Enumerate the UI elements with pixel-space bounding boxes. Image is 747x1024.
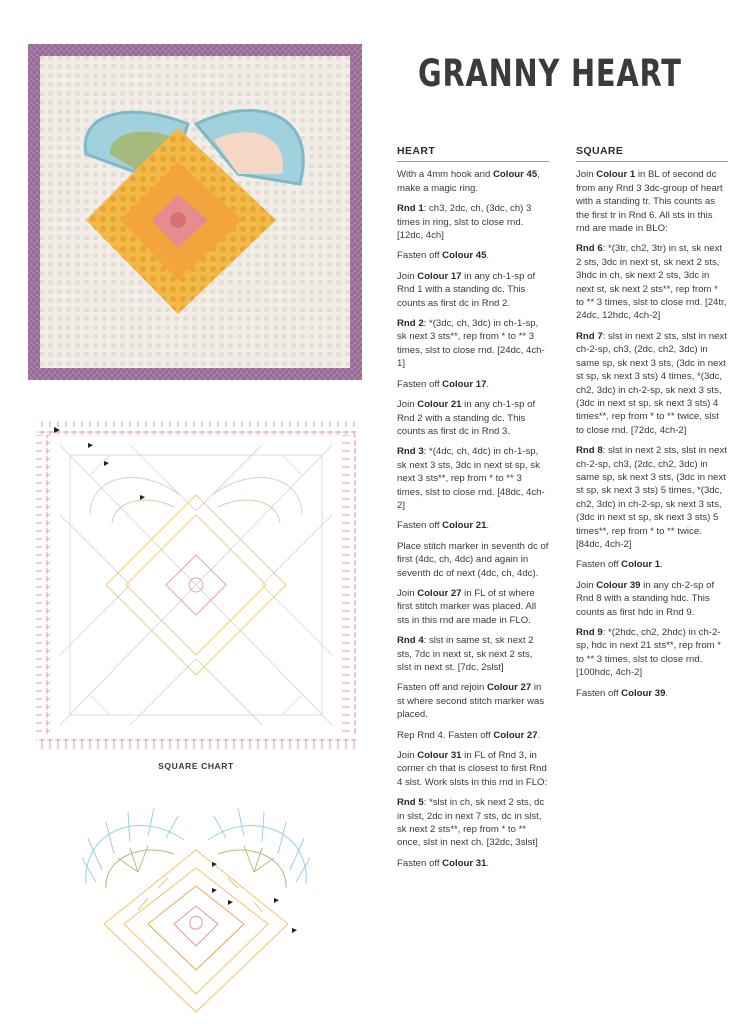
instruction-text: : *(3dc, ch, 3dc) in ch-1-sp, sk next 3 sts**, rep from * to ** 3 times, slst to close rnd. [24dc, 4ch-1] [397, 318, 545, 370]
instruction-keyword: Colour 39 [596, 579, 641, 591]
instruction-paragraph [397, 270, 549, 310]
instruction-text: Join [397, 399, 418, 411]
crochet-square-photo [28, 44, 362, 380]
instruction-paragraph [576, 687, 728, 700]
instruction-keyword: Colour 1 [596, 169, 636, 181]
instruction-keyword: Colour 27 [486, 682, 532, 694]
instruction-text: Fasten off [576, 687, 622, 699]
instruction-keyword: Colour 31 [442, 857, 487, 869]
instruction-paragraph [576, 168, 728, 235]
instruction-text: Join [576, 579, 597, 591]
instruction-text: Fasten off [397, 857, 443, 869]
square-instructions [576, 145, 728, 707]
instruction-keyword: Colour 27 [493, 729, 538, 741]
instruction-text: in any ch-1-sp of Rnd 2 with a standing dc. This counts as first dc in Rnd 3. [397, 399, 536, 437]
instruction-text: : *slst in ch, sk next 2 sts, dc in slst, 2dc in next 7 sts, dc in slst, sk next 2 sts**, rep from * to ** once, slst in next ch. [32dc, 3slst] [397, 797, 545, 849]
instruction-text: Join [397, 750, 418, 762]
instruction-text: Join [397, 587, 418, 599]
instruction-text: in FL of st where first stitch marker was placed. All sts in this rnd are made in FLO. [397, 587, 537, 626]
instruction-text: Join [576, 169, 597, 181]
instruction-keyword: Rnd 9 [576, 627, 603, 638]
instruction-paragraph [397, 378, 549, 391]
instruction-text: . [486, 857, 490, 869]
instruction-keyword: Rnd 3 [397, 446, 424, 458]
instruction-text: . [665, 687, 669, 699]
instruction-text: : slst in next 2 sts, slst in next ch-2-sp, ch3, (2dc, ch2, 3dc) in same sp, sk next 3 sts, (3dc in next st sp, sk next 3 sts) 5 times, *(3dc, ch2, 3dc) in ch-2-sp, sk next 3 sts, (3dc in next st sp, sk next 3 sts) 5 times**, rep from * to ** twice. [84dc, 4ch-2] [576, 445, 727, 550]
instruction-text: Join [397, 270, 418, 282]
instruction-text: : *(4dc, ch, 4dc) in ch-1-sp, sk next 3 sts, 3dc in next st sp, sk next 3 sts**, rep from * to ** 3 times, slst to close rnd. [48dc, 4ch-2] [397, 446, 545, 511]
instruction-text: in any ch-1-sp of Rnd 1 with a standing dc. This counts as first dc in Rnd 2. [397, 270, 536, 309]
instruction-paragraph [397, 857, 549, 870]
page-title: GRANNY HEART [418, 52, 682, 95]
instruction-text: : *(3tr, ch2, 3tr) in st, sk next 2 sts, 3dc in next st, sk next 2 sts, 3hdc in ch, sk next 2 sts, 3dc in next st, sk next 2 sts**, rep from * to ** 3 times, slst to close rnd. [24tr, 24dc, 12hdc, 4ch-2] [576, 243, 727, 322]
heart-chart [78, 798, 318, 1020]
instruction-text: : slst in same st, sk next 2 sts, 7dc in next st, sk next 2 sts, slst in next st. [7dc, 2slst] [397, 635, 534, 673]
instruction-text: in any ch-2-sp of Rnd 8 with a standing hdc. This counts as first hdc in Rnd 9. [576, 579, 715, 618]
instruction-text: Place stitch marker in seventh dc of first (4dc, ch, 4dc) and again in seventh dc of next (4dc, ch, 4dc). [397, 540, 549, 579]
instruction-text: : *(2hdc, ch2, 2hdc) in ch-2-sp, hdc in next 21 sts**, rep from * to ** 3 times, slst to close rnd. [100hdc, 4ch-2] [576, 627, 722, 679]
instruction-paragraph [397, 540, 549, 580]
instruction-text: Fasten off and rejoin [397, 682, 487, 694]
instruction-keyword: Rnd 8 [576, 445, 603, 457]
instruction-keyword: Colour 27 [417, 587, 462, 599]
square-chart-caption: SQUARE CHART [158, 761, 234, 771]
heart-heading: HEART [397, 145, 549, 162]
square-heading: SQUARE [576, 145, 728, 162]
square-chart [30, 415, 362, 755]
instruction-text: . [537, 729, 541, 741]
instruction-keyword: Rnd 1 [397, 203, 424, 215]
instruction-keyword: Colour 21 [442, 520, 487, 532]
instruction-text: in FL of Rnd 3, in corner ch that is closest to first Rnd 4 slst. Work slsts in this rnd in FLO: [397, 750, 548, 788]
instruction-text: in st where second stitch marker was placed. [397, 682, 545, 721]
instruction-paragraph [397, 519, 549, 532]
instruction-keyword: Colour 17 [417, 270, 462, 282]
instruction-text: Rep Rnd 4. Fasten off [397, 729, 494, 741]
instruction-paragraph [397, 796, 549, 850]
instruction-text: Fasten off [397, 378, 443, 390]
instruction-text: Fasten off [397, 250, 443, 262]
instruction-paragraph [397, 398, 549, 438]
instruction-paragraph [397, 634, 549, 674]
instruction-text: . [486, 250, 490, 262]
instruction-keyword: Colour 1 [621, 559, 661, 571]
heart-paragraphs [397, 168, 549, 870]
instruction-text: Fasten off [576, 559, 622, 571]
instruction-paragraph [397, 249, 549, 262]
instruction-paragraph [397, 202, 549, 242]
instruction-paragraph [576, 579, 728, 619]
instruction-keyword: Colour 21 [417, 399, 462, 411]
instruction-paragraph [576, 558, 728, 571]
instruction-text: . [660, 559, 663, 571]
instruction-paragraph [397, 749, 549, 789]
instruction-text: : ch3, 2dc, ch, (3dc, ch) 3 times in ring, slst to close rnd. [12dc, 4ch] [397, 203, 532, 242]
instruction-keyword: Rnd 7 [576, 330, 603, 342]
heart-instructions [397, 145, 549, 877]
instruction-text: . [486, 520, 490, 532]
instruction-paragraph [397, 587, 549, 627]
instruction-text: in BL of second dc from any Rnd 3 3dc-group of heart with a standing tr. This counts as the first tr in Rnd 6. All sts in this rnd are made in BLO: [576, 169, 723, 235]
instruction-text: Fasten off [397, 520, 443, 532]
instruction-paragraph [397, 168, 549, 195]
instruction-paragraph [576, 242, 728, 322]
instruction-paragraph [576, 626, 728, 680]
instruction-keyword: Colour 45 [442, 250, 487, 262]
instruction-paragraph [576, 330, 728, 437]
instruction-keyword: Colour 39 [621, 687, 666, 699]
instruction-keyword: Rnd 5 [397, 797, 424, 809]
instruction-keyword: Colour 45 [492, 169, 538, 181]
instruction-paragraph [397, 729, 549, 742]
instruction-paragraph [576, 444, 728, 551]
square-paragraphs [576, 168, 728, 700]
instruction-text: With a 4mm hook and [397, 169, 493, 181]
instruction-text: , make a magic ring. [397, 169, 540, 194]
instruction-paragraph [397, 681, 549, 721]
instruction-keyword: Rnd 4 [397, 635, 424, 647]
instruction-text: . [486, 378, 490, 390]
instruction-paragraph [397, 317, 549, 371]
instruction-keyword: Rnd 6 [576, 243, 603, 255]
instruction-text: : slst in next 2 sts, slst in next ch-2-sp, ch3, (2dc, ch2, 3dc) in same sp, sk next 3 sts, (3dc in next st sp, sk next 3 sts) 4 times, *(3dc, ch2, 3dc) in ch-2-sp, sk next 3 sts, (3dc in next st sp, sk next 3 sts) 4 times**, rep from * to ** twice, slst to close rnd. [72dc, 4ch-2] [576, 330, 727, 436]
instruction-keyword: Colour 17 [442, 378, 487, 390]
instruction-keyword: Rnd 2 [397, 318, 424, 330]
instruction-paragraph [397, 445, 549, 512]
instruction-keyword: Colour 31 [417, 750, 462, 762]
